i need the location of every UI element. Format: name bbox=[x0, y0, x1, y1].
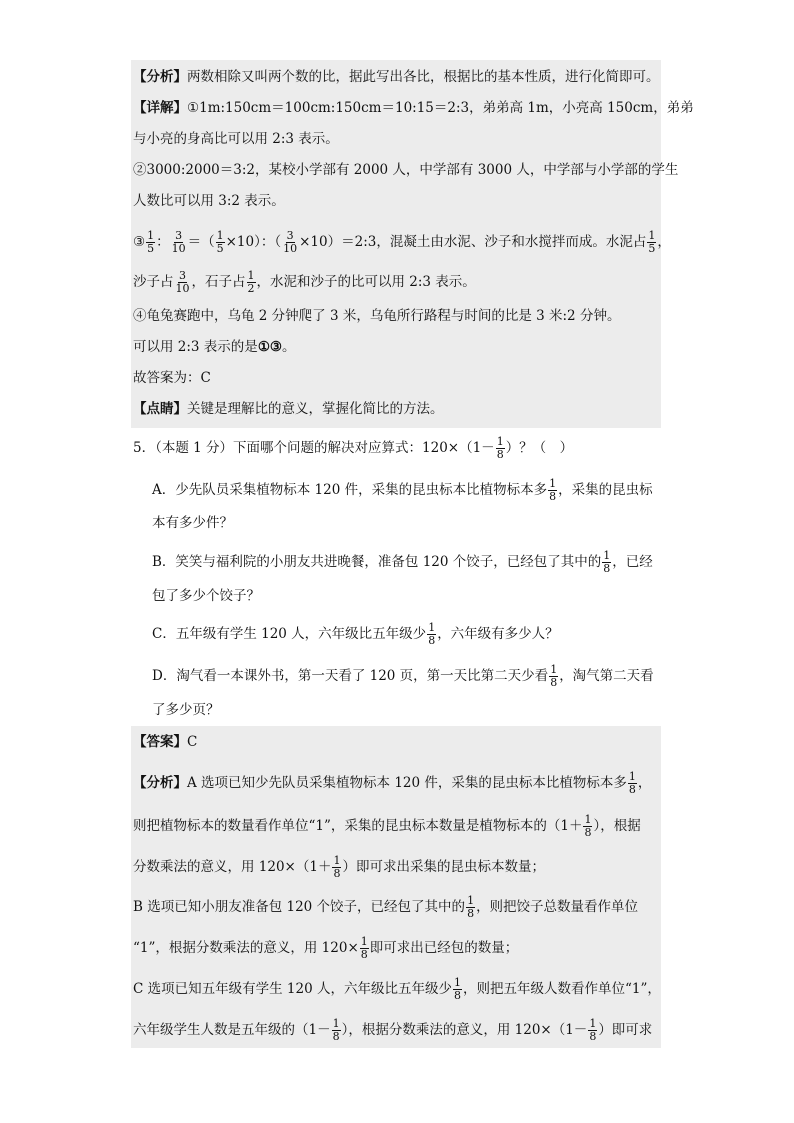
key-point-line bbox=[133, 400, 444, 418]
detail-line-7: ④龟兔赛跑中，乌龟 2 分钟爬了 3 米，乌龟所行路程与时间的比是 3 米:2 分钟。 bbox=[133, 308, 621, 324]
option-b-line-1: B．笑笑与福利院的小朋友共进晚餐，准备包 120 个饺子，已经包了其中的 $\frac{1}{8}$ ，已经 bbox=[152, 549, 653, 575]
fraction-one-eighth: $\frac{1}{8}$ bbox=[603, 549, 611, 575]
key-point-tag: 【点睛】 bbox=[133, 401, 187, 417]
answer-analysis-line-7: 六年级学生人数是五年级的（1－ $\frac{1}{8}$ ），根据分数乘法的意义，用 120×（1－ $\frac{1}{8}$ ）即可求 bbox=[133, 1017, 653, 1043]
answer-tag: 【答案】 bbox=[133, 734, 187, 750]
fraction-one-fifth: $\frac{1}{5}$ bbox=[147, 229, 155, 255]
detail-line-3: ②3000:2000＝3:2，某校小学部有 2000 人，中学部有 3000 人，中学部与小学部的学生 bbox=[133, 162, 679, 178]
fraction-one-eighth: $\frac{1}{8}$ bbox=[589, 1017, 597, 1043]
option-b-line-2: 包了多少个饺子？ bbox=[152, 588, 260, 604]
answer-analysis-line-6: C 选项已知五年级有学生 120 人，六年级比五年级少 $\frac{1}{8}$ ，则把五年级人数看作单位“1”， bbox=[133, 976, 661, 1002]
final-answer-line: 故答案为：C bbox=[133, 370, 211, 386]
option-a-line-2: 本有多少件？ bbox=[152, 515, 233, 531]
option-d-line-1: D．淘气看一本课外书，第一天看了 120 页，第一天比第二天少看 $\frac{1}{8}$ ，淘气第二天看 bbox=[152, 663, 654, 689]
analysis-line bbox=[133, 68, 660, 86]
answer-analysis-line-4: B 选项已知小朋友准备包 120 个饺子，已经包了其中的 $\frac{1}{8}$ ，则把饺子总数量看作单位 bbox=[133, 894, 639, 920]
option-c-line-1: C．五年级有学生 120 人，六年级比五年级少 $\frac{1}{8}$ ，六年级有多少人？ bbox=[152, 621, 559, 647]
fraction-one-eighth: $\frac{1}{8}$ bbox=[467, 894, 475, 920]
detail-tag: 【详解】 bbox=[133, 100, 187, 116]
fraction-one-eighth: $\frac{1}{8}$ bbox=[453, 976, 461, 1002]
fraction-one-eighth: $\frac{1}{8}$ bbox=[332, 1017, 340, 1043]
fraction-one-fifth: $\frac{1}{5}$ bbox=[648, 229, 656, 255]
answer-analysis-line-5: “1”，根据分数乘法的意义，用 120× $\frac{1}{8}$ 即可求出已经包的数量； bbox=[133, 935, 519, 961]
fraction-one-eighth: $\frac{1}{8}$ bbox=[549, 477, 557, 503]
answer-analysis-line-3: 分数乘法的意义，用 120×（1＋ $\frac{1}{8}$ ）即可求出采集的昆虫标本数量； bbox=[133, 854, 545, 880]
detail-line-6: 沙子占 $\frac{3}{10}$ ，石子占 $\frac{1}{2}$ ，水泥和沙子的比可以用 2:3 表示。 bbox=[133, 269, 476, 295]
answer-line bbox=[133, 733, 197, 751]
detail-line-4: 人数比可以用 3:2 表示。 bbox=[133, 193, 285, 209]
fraction-three-tenths: $\frac{3}{10}$ bbox=[283, 229, 298, 255]
fraction-one-eighth: $\frac{1}{8}$ bbox=[360, 935, 368, 961]
detail-line-8: 可以用 2:3 表示的是①③。 bbox=[133, 339, 296, 355]
question-stem: 5．（本题 1 分）下面哪个问题的解决对应算式：120×（1－ $\frac{1}{8}$ ）？（ ） bbox=[133, 435, 574, 461]
analysis-tag: 【分析】 bbox=[133, 69, 187, 85]
answer-analysis-tag: 【分析】 bbox=[133, 775, 187, 791]
fraction-one-eighth: $\frac{1}{8}$ bbox=[628, 770, 636, 796]
fraction-one-eighth: $\frac{1}{8}$ bbox=[333, 854, 341, 880]
analysis-text: 两数相除又叫两个数的比，据此写出各比，根据比的基本性质，进行化简即可。 bbox=[187, 69, 660, 85]
detail-line-5: ③ $\frac{1}{5}$ ： $\frac{3}{10}$ ＝（ $\frac{1}{5}$ ×10）：（ $\frac{3}{10}$ ×10）＝2:3，混凝土由水泥、沙子和水搅拌而成。水泥占 $\frac{1}{5}$ ， bbox=[133, 229, 671, 255]
detail-line-1 bbox=[133, 99, 694, 117]
fraction-one-fifth: $\frac{1}{5}$ bbox=[216, 229, 224, 255]
fraction-three-tenths: $\frac{3}{10}$ bbox=[171, 229, 186, 255]
fraction-one-half: $\frac{1}{2}$ bbox=[247, 269, 255, 295]
fraction-three-tenths: $\frac{3}{10}$ bbox=[175, 269, 190, 295]
fraction-one-eighth: $\frac{1}{8}$ bbox=[550, 663, 558, 689]
key-point-text: 关键是理解比的意义，掌握化简比的方法。 bbox=[187, 401, 444, 417]
fraction-one-eighth: $\frac{1}{8}$ bbox=[584, 813, 592, 839]
detail-line-2: 与小亮的身高比可以用 2:3 表示。 bbox=[133, 131, 339, 147]
answer-analysis-line-1: 【分析】A 选项已知少先队员采集植物标本 120 件，采集的昆虫标本比植物标本多 $\frac{1}{8}$ ， bbox=[133, 770, 652, 796]
detail-text-1: ①1m:150cm＝100cm:150cm＝10:15＝2:3，弟弟高 1m，小亮高 150cm，弟弟 bbox=[187, 100, 694, 116]
answer-analysis-line-2: 则把植物标本的数量看作单位“1”，采集的昆虫标本数量是植物标本的（1＋ $\frac{1}{8}$ ），根据 bbox=[133, 813, 641, 839]
answer-value: C bbox=[187, 734, 198, 750]
fraction-one-eighth: $\frac{1}{8}$ bbox=[428, 621, 436, 647]
circled-3: ③ bbox=[133, 234, 146, 250]
option-d-line-2: 了多少页？ bbox=[152, 702, 220, 718]
option-a-line-1: A．少先队员采集植物标本 120 件，采集的昆虫标本比植物标本多 $\frac{1}{8}$ ，采集的昆虫标 bbox=[152, 477, 653, 503]
result-circled: ①③ bbox=[257, 339, 283, 355]
fraction-one-eighth: $\frac{1}{8}$ bbox=[496, 435, 504, 461]
